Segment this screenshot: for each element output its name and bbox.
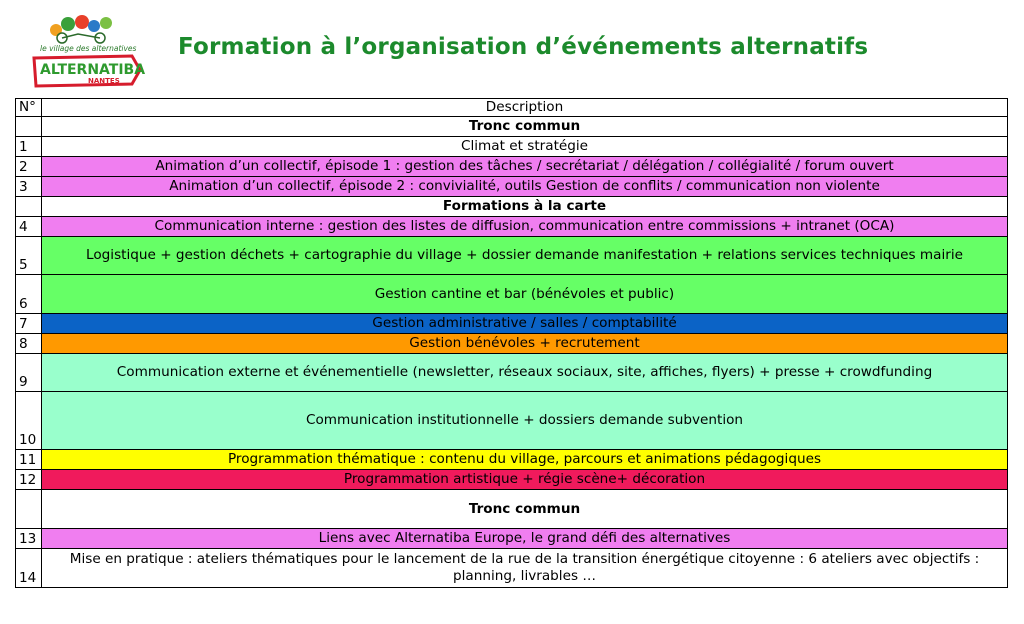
- header-description: Description: [42, 99, 1008, 117]
- section-title: Formations à la carte: [42, 197, 1008, 217]
- row-number: 12: [16, 470, 42, 490]
- section-row: [16, 490, 1008, 529]
- table-row: [16, 157, 1008, 177]
- table-header-row: [16, 99, 1008, 117]
- table-row: [16, 275, 1008, 314]
- row-description: Communication interne : gestion des listes de diffusion, communication entre commissions + intranet (OCA): [42, 217, 1008, 237]
- row-number: 11: [16, 450, 42, 470]
- row-description: Programmation artistique + régie scène+ décoration: [42, 470, 1008, 490]
- table-row: [16, 392, 1008, 450]
- table-row: [16, 237, 1008, 275]
- row-description: Gestion cantine et bar (bénévoles et public): [42, 275, 1008, 314]
- row-number: 7: [16, 314, 42, 334]
- row-number: 1: [16, 137, 42, 157]
- section-title: Tronc commun: [42, 117, 1008, 137]
- row-number: 5: [16, 237, 42, 275]
- row-number: [16, 197, 42, 217]
- row-number: 9: [16, 354, 42, 392]
- row-description: Climat et stratégie: [42, 137, 1008, 157]
- row-description: Communication externe et événementielle (newsletter, réseaux sociaux, site, affiches, flyers) + presse + crowdfunding: [42, 354, 1008, 392]
- row-description: Liens avec Alternatiba Europe, le grand défi des alternatives: [42, 529, 1008, 549]
- row-number: 14: [16, 549, 42, 588]
- row-number: 3: [16, 177, 42, 197]
- table-row: [16, 217, 1008, 237]
- section-title: Tronc commun: [42, 490, 1008, 529]
- logo-name: ALTERNATIBA: [40, 62, 146, 78]
- row-number: 10: [16, 392, 42, 450]
- row-number: [16, 117, 42, 137]
- table-row: [16, 354, 1008, 392]
- row-number: 4: [16, 217, 42, 237]
- row-description: Logistique + gestion déchets + cartographie du village + dossier demande manifestation + relations services techniques mairie: [42, 237, 1008, 275]
- table-row: [16, 529, 1008, 549]
- section-row: [16, 117, 1008, 137]
- row-description: Programmation thématique : contenu du village, parcours et animations pédagogiques: [42, 450, 1008, 470]
- table-row: [16, 470, 1008, 490]
- row-number: 2: [16, 157, 42, 177]
- row-description: Gestion administrative / salles / comptabilité: [42, 314, 1008, 334]
- training-table: [15, 98, 1008, 588]
- logo-city: NANTES: [88, 77, 120, 85]
- alternatiba-logo: [28, 8, 146, 92]
- row-description: Animation d’un collectif, épisode 1 : gestion des tâches / secrétariat / délégation / collégialité / forum ouvert: [42, 157, 1008, 177]
- row-description: Gestion bénévoles + recrutement: [42, 334, 1008, 354]
- header-number: N°: [16, 99, 42, 117]
- row-description: Mise en pratique : ateliers thématiques pour le lancement de la rue de la transition énergétique citoyenne : 6 ateliers avec objectifs : planning, livrables …: [42, 549, 1008, 588]
- row-number: 8: [16, 334, 42, 354]
- row-description: Communication institutionnelle + dossiers demande subvention: [42, 392, 1008, 450]
- row-number: 13: [16, 529, 42, 549]
- table-row: [16, 177, 1008, 197]
- logo-tagline: le village des alternatives: [40, 44, 137, 53]
- table-row: [16, 137, 1008, 157]
- table-row: [16, 314, 1008, 334]
- row-number: 6: [16, 275, 42, 314]
- row-description: Animation d’un collectif, épisode 2 : convivialité, outils Gestion de conflits / communication non violente: [42, 177, 1008, 197]
- table-row: [16, 450, 1008, 470]
- logo-illustration: [50, 15, 112, 43]
- page-title: Formation à l’organisation d’événements alternatifs: [178, 34, 869, 60]
- table-row: [16, 334, 1008, 354]
- row-number: [16, 490, 42, 529]
- section-row: [16, 197, 1008, 217]
- table-row: [16, 549, 1008, 588]
